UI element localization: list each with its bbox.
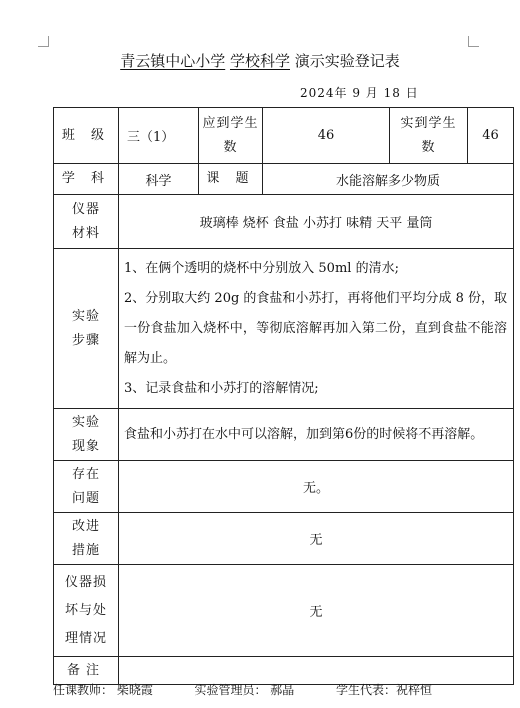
topic-value: 水能溶解多少物质 (263, 164, 514, 195)
manager-signature: 实验管理员： 郝晶 (194, 683, 295, 697)
registration-table (53, 107, 514, 685)
row-damage (54, 565, 514, 657)
problems-label (54, 461, 119, 513)
form-title (0, 50, 520, 71)
equipment-value: 玻璃棒 烧杯 食盐 小苏打 味精 天平 量筒 (119, 195, 514, 249)
signature-line (53, 681, 432, 698)
damage-label-line2: 坏与处 (64, 602, 107, 618)
row-phenomenon (54, 409, 514, 461)
title-school: 青云镇中心小学 (120, 52, 226, 70)
problems-label-line2: 问题 (71, 490, 100, 506)
actual-students-label-line1: 实到学生 (400, 115, 457, 131)
problems-value: 无。 (119, 461, 514, 513)
row-improvements (54, 513, 514, 565)
expected-students-label-line2: 数 (223, 139, 238, 155)
subject-label: 学 科 (54, 164, 119, 195)
actual-students-label (390, 108, 468, 164)
phenomenon-label-line1: 实验 (71, 414, 100, 430)
topic-label: 课 题 (199, 164, 263, 195)
row-class-info (54, 108, 514, 164)
damage-label (54, 565, 119, 657)
row-steps (54, 249, 514, 409)
subject-value: 科学 (119, 164, 199, 195)
actual-students-value: 46 (468, 108, 514, 164)
equipment-label-line1: 仪器 (71, 201, 100, 217)
damage-label-line3: 理情况 (64, 630, 107, 646)
step-item: 2、分别取大约 20g 的食盐和小苏打，再将他们平均分成 8 份，取一份食盐加入烧杯中，等彻底溶解再加入第二份，直到食盐不能溶解为止。 (124, 291, 507, 366)
crop-mark-top-left (38, 36, 49, 47)
steps-label (54, 249, 119, 409)
improve-label-line2: 措施 (71, 542, 100, 558)
phenomenon-value: 食盐和小苏打在水中可以溶解，加到第6份的时候将不再溶解。 (119, 409, 514, 461)
equipment-label (54, 195, 119, 249)
improve-label-line1: 改进 (71, 518, 100, 534)
steps-label-line1: 实验 (71, 308, 100, 324)
expected-students-label (199, 108, 263, 164)
class-value: 三（1） (119, 108, 199, 164)
step-item: 1、在俩个透明的烧杯中分别放入 50ml 的清水; (124, 261, 399, 276)
class-label: 班 级 (54, 108, 119, 164)
remarks-label: 备注 (54, 657, 119, 685)
row-subject (54, 164, 514, 195)
step-item: 3、记录食盐和小苏打的溶解情况; (124, 381, 319, 396)
damage-label-line1: 仪器损 (64, 574, 107, 590)
title-form: 演示实验登记表 (294, 52, 400, 70)
expected-students-value: 46 (263, 108, 390, 164)
phenomenon-label (54, 409, 119, 461)
title-subject: 学校科学 (229, 52, 290, 70)
crop-mark-top-right (468, 36, 479, 47)
record-date: 2024年 9 月 18 日 (300, 86, 419, 100)
damage-value: 无 (119, 565, 514, 657)
phenomenon-label-line2: 现象 (71, 438, 100, 454)
steps-label-line2: 步骤 (71, 332, 100, 348)
problems-label-line1: 存在 (71, 466, 100, 482)
expected-students-label-line1: 应到学生 (202, 115, 259, 131)
teacher-signature: 任课教师： 柴晓霞 (53, 683, 153, 697)
actual-students-label-line2: 数 (421, 139, 436, 155)
improve-value: 无 (119, 513, 514, 565)
row-equipment (54, 195, 514, 249)
equipment-label-line2: 材料 (71, 225, 100, 241)
steps-content (119, 249, 514, 409)
row-problems (54, 461, 514, 513)
improve-label (54, 513, 119, 565)
student-rep-signature: 学生代表：祝梓恒 (335, 683, 432, 697)
